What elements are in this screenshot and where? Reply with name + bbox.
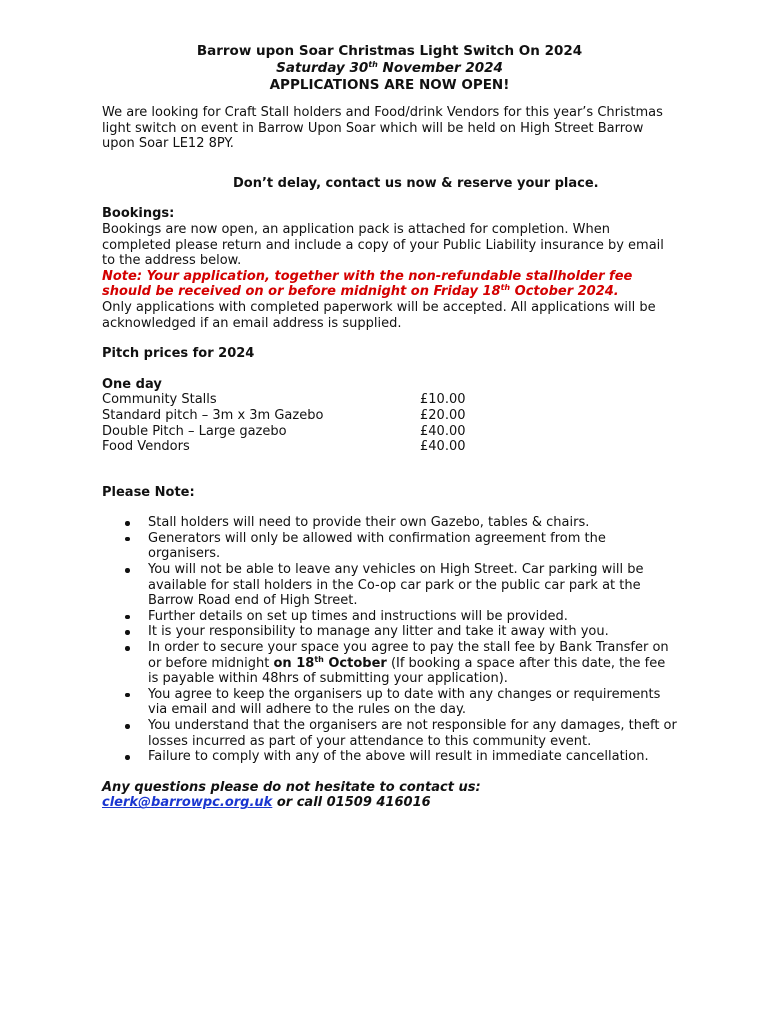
deadline-note-text: Note: Your application, together with the non-refundable stallholder fee should be received on or before midnight on Friday 18 <box>102 268 633 300</box>
document-page <box>102 43 677 811</box>
list-item: You agree to keep the organisers up to date with any changes or requirements via email and will adhere to the rules on the day. <box>102 687 677 718</box>
price-label: Double Pitch – Large gazebo <box>102 423 287 439</box>
price-value: £40.00 <box>420 439 466 455</box>
list-item-tail: (If booking a space after this date, the fee is payable within 48hrs of submitting your application). <box>148 655 666 687</box>
bookings-text: Bookings are now open, an application pack is attached for completion. When completed please return and include a copy of your Public Liability insurance by email to the address below. <box>102 221 664 269</box>
list-item <box>102 640 677 687</box>
phone-text: or call 01509 416016 <box>272 795 431 811</box>
notes-list <box>102 515 677 765</box>
deadline-note-date: October 2024. <box>510 284 619 300</box>
list-item: It is your responsibility to manage any litter and take it away with you. <box>102 624 677 640</box>
price-row <box>102 439 677 455</box>
list-item: You will not be able to leave any vehicles on High Street. Car parking will be available for stall holders in the Co-op car park or the public car park at the Barrow Road end of High Street. <box>102 562 677 609</box>
intro-paragraph: We are looking for Craft Stall holders and Food/drink Vendors for this year’s Christmas light switch on event in Barrow Upon Soar which will be held on High Street Barrow upon Soar LE12 8PY. <box>102 105 663 152</box>
list-item: You understand that the organisers are not responsible for any damages, theft or losses incurred as part of your attendance to this community event. <box>102 718 677 749</box>
pitch-prices-table <box>102 377 677 455</box>
event-date-suffix: th <box>368 60 378 69</box>
payment-deadline-suffix: th <box>314 654 324 664</box>
bookings-heading: Bookings: <box>102 206 175 222</box>
payment-deadline-month: October <box>323 655 387 671</box>
event-date-day: Saturday 30 <box>276 60 369 76</box>
list-item: Stall holders will need to provide their own Gazebo, tables & chairs. <box>102 515 677 531</box>
price-value: £20.00 <box>420 407 466 423</box>
price-label: Standard pitch – 3m x 3m Gazebo <box>102 407 324 423</box>
contact-line: Any questions please do not hesitate to contact us: <box>102 779 481 795</box>
title-line-1: Barrow upon Soar Christmas Light Switch On 2024 <box>196 43 583 59</box>
call-to-action: Don’t delay, contact us now & reserve your place. <box>233 175 599 191</box>
event-date-month: November 2024 <box>377 60 503 76</box>
payment-deadline-day: on 18 <box>273 655 315 671</box>
email-link[interactable]: clerk@barrowpc.org.uk <box>102 795 273 811</box>
price-label: Community Stalls <box>102 392 217 408</box>
price-value: £10.00 <box>420 392 466 408</box>
price-row <box>102 408 677 424</box>
pitch-subheading: One day <box>102 376 162 392</box>
price-row <box>102 392 677 408</box>
bookings-after-text: Only applications with completed paperwork will be accepted. All applications will be acknowledged if an email address is supplied. <box>102 299 656 331</box>
contact-details <box>102 795 677 811</box>
list-item: Failure to comply with any of the above will result in immediate cancellation. <box>102 749 677 765</box>
list-item-text: In order to secure your space you agree to pay the stall fee by Bank Transfer on or before midnight <box>148 640 669 671</box>
pitch-prices-heading: Pitch prices for 2024 <box>102 346 255 362</box>
price-label: Food Vendors <box>102 439 190 455</box>
list-item: Further details on set up times and instructions will be provided. <box>102 609 677 625</box>
price-value: £40.00 <box>420 423 466 439</box>
please-note-heading: Please Note: <box>102 484 195 500</box>
applications-open-heading: APPLICATIONS ARE NOW OPEN! <box>269 77 510 93</box>
price-row <box>102 424 677 440</box>
contact-section <box>102 780 677 811</box>
document-title <box>102 43 677 94</box>
event-date <box>102 60 677 77</box>
list-item: Generators will only be allowed with confirmation agreement from the organisers. <box>102 531 677 562</box>
bookings-section <box>102 206 677 331</box>
deadline-note <box>102 269 677 300</box>
deadline-note-suffix: th <box>500 283 511 293</box>
payment-deadline <box>274 656 387 671</box>
